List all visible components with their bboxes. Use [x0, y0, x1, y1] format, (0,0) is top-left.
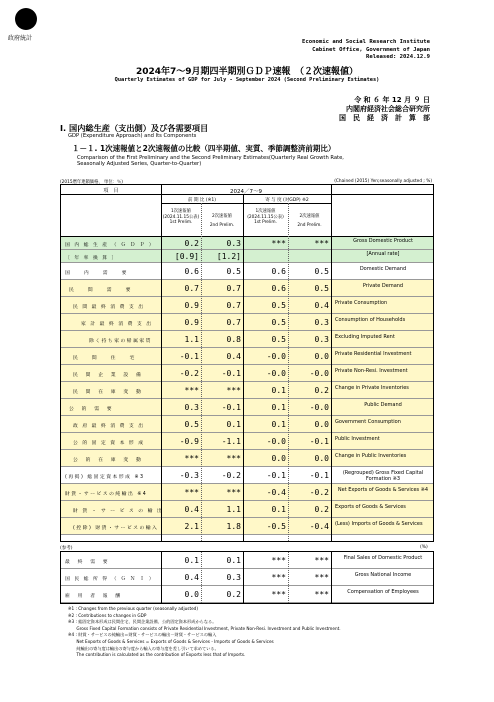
- document-title-en: Quarterly Estimates of GDP for July - September 2024 (Second Preliminary Estimates): [114, 77, 380, 83]
- value-c2: ***: [314, 572, 329, 582]
- footnote-line: ※3 : 総固定資本形成は民間住宅、民間企業設備、公的固定資本形成からなる。: [68, 619, 217, 625]
- value-v1: -0.3: [179, 470, 199, 480]
- value-v1: ***: [184, 385, 199, 395]
- value-v1: 0.4: [184, 572, 199, 582]
- row-label-jp: (再掲) 総固定資本形成 ※3: [65, 474, 145, 480]
- value-c1: 0.1: [271, 504, 286, 514]
- value-c1: 0.1: [271, 402, 286, 412]
- value-v2: -0.1: [221, 402, 241, 412]
- reference-unit: (%): [420, 545, 428, 550]
- second-en: 2nd Prelim.: [297, 223, 322, 228]
- footnote-line: ※1 : Changes from the previous quarter (seasonally adjusted): [68, 606, 198, 611]
- value-v2: ***: [226, 453, 241, 463]
- row-label-jp: 国 民 総 所 得 （ Ｇ Ｎ Ｉ ）: [65, 576, 156, 582]
- table-row: [61, 365, 433, 382]
- value-c1: -0.4: [266, 487, 286, 497]
- unit-note-jp: (2015暦年連鎖価格、 単位：％): [60, 180, 123, 185]
- value-v2: 0.3: [226, 238, 241, 248]
- row-label-jp: 家 計 最 終 消 費 支 出: [81, 321, 153, 327]
- value-v1: ***: [184, 487, 199, 497]
- value-v2: 0.4: [226, 351, 241, 361]
- row-label-jp: 〔 年 率 換 算 〕: [65, 255, 118, 261]
- row-label-en: Change in Private Inventories: [335, 384, 409, 391]
- value-v1: 0.6: [184, 266, 199, 276]
- org-jp: 国 民 経 済 計 算 部: [339, 114, 430, 122]
- value-v2: 0.8: [226, 334, 241, 344]
- first-en: 1st Prelim.: [254, 220, 277, 225]
- footnotes: [68, 606, 341, 659]
- footnote-line: ※4 : 財貨・サービスの純輸出＝財貨・サービスの輸出－財貨・サービスの輸入: [68, 632, 217, 638]
- period-header: 2024／7～9: [230, 189, 262, 195]
- row-label-jp: 除く持ち家の帰属家賃: [89, 338, 152, 344]
- value-c1: ***: [271, 555, 286, 565]
- second-label: 2次速報値: [212, 214, 232, 219]
- value-c2: ***: [314, 238, 329, 248]
- value-c2: -0.1: [309, 470, 329, 480]
- row-label-en: Change in Public Inventories: [335, 452, 407, 459]
- row-label-en: Consumption of Households: [335, 316, 406, 323]
- value-v2: -0.1: [221, 368, 241, 378]
- footnote-line: Gross Fixed Capital Formation consists of Private Residential Investment, Private Non-Resi. Investment and Public Investment.: [68, 625, 341, 631]
- value-v1: 0.7: [184, 283, 199, 293]
- value-c1: 0.5: [271, 334, 286, 344]
- value-c1: -0.1: [266, 470, 286, 480]
- value-v1: -0.1: [179, 351, 199, 361]
- reference-table: [60, 551, 434, 604]
- section-title-en: GDP (Expenditure Approach) and Its Components: [68, 133, 197, 139]
- table-row: [61, 416, 433, 433]
- row-label-jp: 国 内 需 要: [65, 270, 128, 276]
- section-title: Ⅰ. 国内総生産（支出側）及び各需要項目: [60, 123, 209, 133]
- org-line: Economic and Social Research Institute: [302, 39, 430, 45]
- value-c2: ***: [314, 555, 329, 565]
- row-label-jp: 民 間 企 業 設 備: [73, 372, 143, 378]
- value-c1: 0.5: [271, 300, 286, 310]
- value-v2: ***: [226, 487, 241, 497]
- row-label-en: Government Consumption: [335, 418, 401, 425]
- table-row: [61, 569, 433, 586]
- value-v2: -1.1: [221, 436, 241, 446]
- table-row: [61, 331, 433, 348]
- value-c2: -0.0: [309, 402, 329, 412]
- table-row: [61, 450, 433, 467]
- value-c2: 0.0: [314, 453, 329, 463]
- value-v1: 0.4: [184, 504, 199, 514]
- value-v2: 0.5: [226, 266, 241, 276]
- value-c2: 0.5: [314, 283, 329, 293]
- first-prelim-header: [161, 209, 201, 226]
- value-v1: 0.3: [184, 402, 199, 412]
- value-c1: 0.6: [271, 283, 286, 293]
- date-and-org-jp: [339, 96, 430, 123]
- row-divider: [61, 534, 433, 535]
- second-en: 2nd Prelim.: [209, 223, 235, 228]
- row-label-jp: 公 的 在 庫 変 動: [73, 457, 143, 463]
- subsection-title-en: [77, 155, 344, 168]
- value-c2: 0.3: [314, 317, 329, 327]
- second-label: 2次速報値: [299, 214, 320, 219]
- value-v2: 0.7: [226, 283, 241, 293]
- value-c2: 0.0: [314, 351, 329, 361]
- logo-caption: 政府統計: [8, 35, 33, 42]
- gdp-comparison-table: [60, 184, 434, 542]
- value-v1: 1.1: [184, 334, 199, 344]
- value-v1: 0.9: [184, 317, 199, 327]
- table-row: [61, 552, 433, 569]
- table-row: [61, 518, 433, 535]
- date-jp: 令 和 ６ 年 12 月 ９ 日: [354, 96, 430, 104]
- item-header: 項 目: [103, 188, 119, 194]
- row-label-jp: 財貨・サービスの純輸出 ※4: [65, 491, 148, 497]
- value-c1: 0.1: [271, 385, 286, 395]
- value-v2: 0.7: [226, 300, 241, 310]
- value-v1: ***: [184, 453, 199, 463]
- table-row: [61, 484, 433, 501]
- value-c1: 0.0: [271, 453, 286, 463]
- government-statistics-logo: [15, 8, 37, 30]
- row-label-en: Private Residential Investment: [335, 350, 412, 357]
- footnote-line: The contribution is calculated as the contribution of Exports less that of Imports.: [68, 652, 246, 658]
- row-label-en: Private Non-Resi. Investment: [335, 367, 408, 374]
- subsection-en-line: Seasonally Adjusted Series, Quarter-to-Quarter): [77, 161, 202, 168]
- value-v2: 0.1: [226, 555, 241, 565]
- row-label-jp: 民 間 在 庫 変 動: [73, 389, 143, 395]
- second-prelim-header: [201, 212, 243, 230]
- value-v2: 0.2: [226, 589, 241, 599]
- row-label-jp: 民 間 需 要: [69, 287, 132, 293]
- table-row: [61, 348, 433, 365]
- row-label-en: Private Demand: [362, 282, 404, 289]
- value-v2: [1.2]: [216, 251, 241, 261]
- organization-en: [302, 39, 430, 62]
- row-label-en: Public Investment: [335, 435, 380, 442]
- table-row: [61, 399, 433, 416]
- row-label-en: Gross National Income: [354, 571, 412, 578]
- row-label-en: Net Exports of Goods & Services ※4: [337, 486, 429, 493]
- value-c2: -0.2: [309, 487, 329, 497]
- table-row: [61, 280, 433, 297]
- subsection-title: １－１. 1次速報値と2次速報値の比較（四半期値、実質、季節調整済前期比）: [72, 144, 336, 153]
- value-v1: -0.2: [179, 368, 199, 378]
- footnote-line: ※2 : Contributions to changes in GDP: [68, 612, 147, 618]
- value-c1: ***: [271, 238, 286, 248]
- first-label: 1次速報値: [255, 209, 276, 214]
- value-c2: 0.4: [314, 300, 329, 310]
- value-v2: -0.2: [221, 470, 241, 480]
- value-v2: 1.8: [226, 521, 241, 531]
- value-c1: ***: [271, 572, 286, 582]
- row-label-en: Compensation of Employees: [347, 588, 419, 595]
- first-date: (2024.11.15公表): [162, 214, 200, 220]
- first-date: (2024.11.15公表): [247, 214, 284, 220]
- row-label-en: Exports of Goods & Services: [335, 503, 406, 510]
- table-row: [61, 263, 433, 280]
- value-v2: 1.1: [226, 504, 241, 514]
- reference-label: (参考): [60, 546, 73, 551]
- value-c1: -0.0: [266, 351, 286, 361]
- value-v2: 0.7: [226, 317, 241, 327]
- value-c1: -0.5: [266, 521, 286, 531]
- second-prelim-header-contrib: [288, 212, 331, 230]
- table-row: [61, 586, 433, 603]
- subsection-en-line: Comparison of the First Preliminary and the Second Preliminary Estimates(Quarterly Real Growth Rate,: [77, 155, 344, 161]
- value-c2: 0.0: [314, 419, 329, 429]
- value-c2: 0.3: [314, 334, 329, 344]
- qoq-header: 前 期 比 (※1): [188, 198, 216, 203]
- value-v1: 0.1: [184, 555, 199, 565]
- footnote-line: 純輸出の寄与度は輸出の寄与度から輸入の寄与度を差し引いて求めている。: [68, 645, 219, 651]
- value-c2: 0.2: [314, 385, 329, 395]
- row-label-en: (Less) Imports of Goods & Services: [335, 520, 423, 527]
- value-v1: 2.1: [184, 521, 199, 531]
- table-header: [61, 185, 433, 237]
- row-label-jp: 国 内 総 生 産 （ Ｇ Ｄ Ｐ ）: [65, 242, 156, 248]
- row-label-jp: (控除) 財貨・サービスの輸入: [73, 525, 159, 531]
- row-label-en: (Regrouped) Gross Fixed Capital Formation ※3: [342, 469, 424, 482]
- value-v1: -0.9: [179, 436, 199, 446]
- value-v1: 0.9: [184, 300, 199, 310]
- value-v2: 0.1: [226, 419, 241, 429]
- first-label: 1次速報値: [171, 209, 191, 214]
- row-label-en: Gross Domestic Product: [353, 237, 413, 244]
- value-c1: 0.5: [271, 317, 286, 327]
- table-row: [61, 297, 433, 314]
- value-v2: 0.3: [226, 572, 241, 582]
- row-label-jp: 公 的 需 要: [69, 406, 114, 412]
- first-en: 1st Prelim.: [169, 220, 193, 225]
- value-c2: ***: [314, 589, 329, 599]
- row-label-jp: 民 間 住 宅: [73, 355, 136, 361]
- value-v1: 0.0: [184, 589, 199, 599]
- row-label-jp: 政 府 最 終 消 費 支 出: [73, 423, 145, 429]
- value-c2: -0.0: [309, 368, 329, 378]
- table-row: [61, 467, 433, 484]
- org-jp: 内閣府経済社会総合研究所: [346, 105, 430, 113]
- row-label-en: Excluding Imputed Rent: [335, 333, 395, 340]
- row-label-jp: 最 終 需 要: [65, 559, 110, 565]
- table-row: [61, 501, 433, 518]
- row-label-en: [Annual rate]: [366, 250, 400, 257]
- value-c2: -0.4: [309, 521, 329, 531]
- table-row: [61, 250, 433, 263]
- row-label-en: Final Sales of Domestic Product: [343, 554, 423, 561]
- document-title: 2024年7～9月期四半期別ＧＤＰ速報 （２次速報値）: [135, 67, 359, 77]
- value-c2: 0.5: [314, 266, 329, 276]
- value-v1: [0.9]: [174, 251, 199, 261]
- value-c2: 0.2: [314, 504, 329, 514]
- org-line: Cabinet Office, Government of Japan: [312, 46, 430, 53]
- value-c1: 0.1: [271, 419, 286, 429]
- row-label-jp: 公 的 固 定 資 本 形 成: [73, 440, 145, 446]
- value-v1: 0.5: [184, 419, 199, 429]
- value-v2: ***: [226, 385, 241, 395]
- table-row: [61, 237, 433, 250]
- contribution-header: 寄 与 度 (対GDP) ※2: [265, 198, 309, 203]
- unit-note-en: (Chained (2015) Yen;seasonally adjusted ; %): [334, 179, 432, 184]
- row-label-jp: 雇 用 者 報 酬: [65, 593, 122, 599]
- table-row: [61, 382, 433, 399]
- row-label-jp: 財 貨 ・ サ ー ビ ス の 輸 出: [73, 508, 164, 514]
- value-c1: -0.0: [266, 368, 286, 378]
- row-label-en: Private Consumption: [335, 299, 388, 306]
- row-label-en: Public Demand: [364, 401, 402, 408]
- value-c1: 0.6: [271, 266, 286, 276]
- row-label-jp: 民 間 最 終 消 費 支 出: [73, 304, 145, 310]
- row-label-en: Domestic Demand: [359, 265, 407, 272]
- footnote-line: Net Exports of Goods & Services = Exports of Goods & Services - Imports of Goods & Services: [68, 638, 274, 644]
- value-c1: -0.0: [266, 436, 286, 446]
- table-row: [61, 314, 433, 331]
- value-v1: 0.2: [184, 238, 199, 248]
- release-date: Released: 2024.12.9: [366, 54, 430, 60]
- first-prelim-header-contrib: [243, 209, 288, 226]
- value-c2: -0.1: [309, 436, 329, 446]
- row-divider: [61, 602, 433, 603]
- table-row: [61, 433, 433, 450]
- value-c1: ***: [271, 589, 286, 599]
